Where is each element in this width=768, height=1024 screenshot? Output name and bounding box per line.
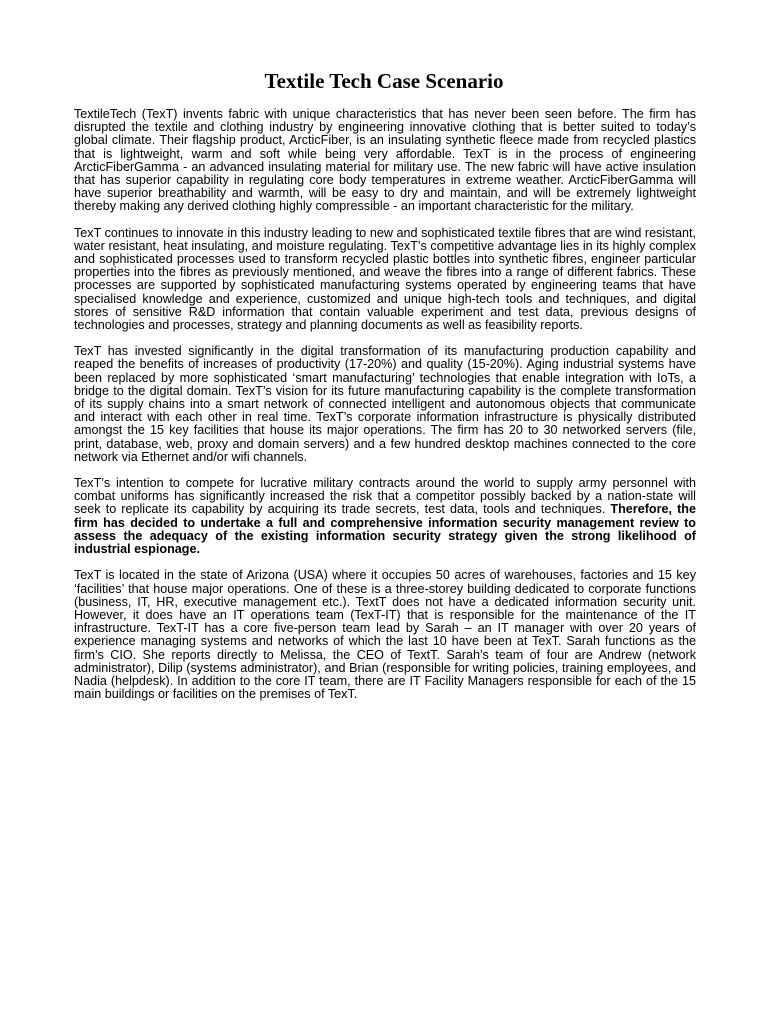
- paragraph-security-review: [74, 477, 696, 556]
- paragraph-security-review-emphasis: Therefore, the firm has decided to undertake a full and comprehensive information security management review to assess the adequacy of the existing information security strategy given the strong likelihood of industrial espionage.: [74, 502, 696, 557]
- paragraph-company-overview: TextileTech (TexT) invents fabric with unique characteristics that has never been seen before. The firm has disrupted the textile and clothing industry by engineering innovative clothing that is better suited to today’s global climate. Their flagship product, ArcticFiber, is an insulating synthetic fleece made from recycled plastics that is lightweight, warm and soft while being very affordable. TexT is in the process of engineering ArcticFiberGamma - an advanced insulating material for military use. The new fabric will have active insulation that has superior capability in regulating core body temperatures in extreme weather. ArcticFiberGamma will have superior breathability and warmth, will be easy to dry and maintain, and will be extremely lightweight thereby making any derived clothing highly compressible - an important characteristic for the military.: [74, 107, 696, 214]
- document-title: Textile Tech Case Scenario: [264, 69, 504, 93]
- paragraph-security-review-text: TexT’s intention to compete for lucrative military contracts around the world to supply army personnel with combat uniforms has significantly increased the risk that a competitor possibly backed by a nation-state will seek to replicate its capability by acquiring its trade secrets, test data, tools and techniques.: [74, 476, 696, 517]
- paragraph-digital-transformation: TexT has invested significantly in the digital transformation of its manufacturing production capability and reaped the benefits of increases of productivity (17-20%) and quality (15-20%). Aging industrial systems have been replaced by more sophisticated ‘smart manufacturing’ technologies that enable integration with IoTs, a bridge to the digital domain. TexT’s vision for its future manufacturing capability is the complete transformation of its supply chains into a smart network of connected intelligent and autonomous objects that communicate and interact with each other in real time. TexT’s corporate information infrastructure is physically distributed amongst the 15 key facilities that house its major operations. The firm has 20 to 30 networked servers (file, print, database, web, proxy and domain servers) and a few hundred desktop machines connected to the core network via Ethernet and/or wifi channels.: [74, 344, 696, 464]
- document-body: [74, 108, 696, 714]
- paragraph-innovation: TexT continues to innovate in this industry leading to new and sophisticated textile fibres that are wind resistant, water resistant, heat insulating, and moisture regulating. TexT’s competitive advantage lies in its highly complex and sophisticated processes used to transform recycled plastic bottles into synthetic fibres, engineer particular properties into the fibres as previously mentioned, and weave the fibres into a range of different fabrics. These processes are supported by sophisticated manufacturing systems operated by engineering teams that have specialised knowledge and experience, customized and unique high-tech tools and techniques, and digital stores of sensitive R&D information that contain valuable experiment and test data, previous designs of technologies and processes, strategy and planning documents as well as feasibility reports.: [74, 225, 696, 333]
- paragraph-location-and-team: TexT is located in the state of Arizona (USA) where it occupies 50 acres of warehouses, factories and 15 key ‘facilities’ that house major operations. One of these is a three-storey building dedicated to corporate functions (business, IT, HR, executive management etc.). TextT does not have a dedicated information security unit. However, it does have an IT operations team (TexT-IT) that is responsible for the maintenance of the IT infrastructure. TexT-IT has a core five-person team lead by Sarah – an IT manager with over 20 years of experience managing systems and networks of which the last 10 have been at TexT. Sarah functions as the firm’s CIO. She reports directly to Melissa, the CEO of TextT. Sarah’s team of four are Andrew (network administrator), Dilip (systems administrator), and Brian (responsible for writing policies, training employees, and Nadia (helpdesk). In addition to the core IT team, there are IT Facility Managers responsible for each of the 15 main buildings or facilities on the premises of TexT.: [74, 568, 696, 702]
